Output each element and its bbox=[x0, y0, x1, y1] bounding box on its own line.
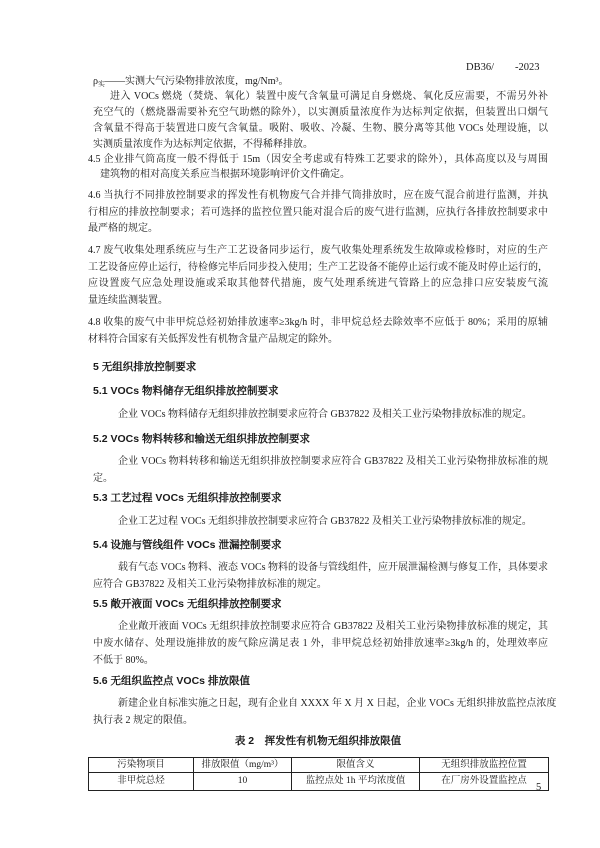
paragraph-line: 应设置废气应急处理设施或采取其他替代措施，废气处理系统进气管路上的应急排口应安装废气流 bbox=[88, 278, 548, 289]
document-code: DB36/ -2023 bbox=[466, 62, 540, 73]
paragraph-line: 实测质量浓度作为达标判定依据，不得稀释排放。 bbox=[93, 139, 313, 150]
paragraph-line: 4.8 收集的废气中非甲烷总烃初始排放速率≥3kg/h 时，非甲烷总烃去除效率不应低于 80%；采用的原辅 bbox=[88, 317, 548, 328]
paragraph-line: 建筑物的相对高度关系应当根据环境影响评价文件确定。 bbox=[100, 169, 350, 180]
rho-subscript: 实 bbox=[98, 80, 105, 88]
paragraph-line: 进入 VOCs 燃烧（焚烧、氧化）装置中废气含氧量可满足自身燃烧、氧化反应需要，不需另外补 bbox=[110, 91, 548, 102]
paragraph-line: 新建企业自标准实施之日起，现有企业自 XXXX 年 X 月 X 日起，企业 VOCs 无组织排放监控点浓度 bbox=[118, 698, 557, 709]
header-limit-meaning: 限值含义 bbox=[292, 758, 420, 773]
header-emission-limit: 排放限值（mg/m³） bbox=[194, 758, 292, 773]
page-number: 5 bbox=[536, 782, 542, 793]
emission-limit-table bbox=[88, 757, 549, 791]
clause-heading: 5.1 VOCs 物料储存无组织排放控制要求 bbox=[93, 385, 279, 397]
paragraph-line: 工艺设备应停止运行，待检修完毕后同步投入使用；生产工艺设备不能停止运行或不能及时停止运行的， bbox=[88, 262, 548, 273]
clause-heading: 5.6 无组织监控点 VOCs 排放限值 bbox=[93, 675, 250, 687]
table-row bbox=[89, 773, 549, 791]
rho-symbol: ρ bbox=[93, 76, 98, 87]
paragraph-line: 执行表 2 规定的限值。 bbox=[93, 715, 193, 726]
paragraph-line: 4.6 当执行不同排放控制要求的挥发性有机物废气合并排气筒排放时，应在废气混合前进行监测，并执 bbox=[88, 190, 548, 201]
section-5-heading: 5 无组织排放控制要求 bbox=[93, 361, 197, 373]
paragraph-line: 不低于 80%。 bbox=[93, 655, 154, 666]
paragraph-line: 企业工艺过程 VOCs 无组织排放控制要求应符合 GB37822 及相关工业污染物排放标准的规定。 bbox=[118, 516, 532, 527]
paragraph-line: 最严格的规定。 bbox=[88, 223, 158, 234]
header-pollutant-item: 污染物项目 bbox=[89, 758, 194, 773]
table-header-row bbox=[89, 758, 549, 773]
paragraph-line: 企业 VOCs 物料储存无组织排放控制要求应符合 GB37822 及相关工业污染物排放标准的规定。 bbox=[118, 409, 532, 420]
clause-heading: 5.4 设施与管线组件 VOCs 泄漏控制要求 bbox=[93, 539, 282, 551]
paragraph-line: 量连续监测装置。 bbox=[88, 295, 168, 306]
table-title: 表 2 挥发性有机物无组织排放限值 bbox=[234, 735, 402, 747]
clause-heading: 5.2 VOCs 物料转移和输送无组织排放控制要求 bbox=[93, 433, 311, 445]
rho-definition bbox=[93, 75, 289, 91]
paragraph-line: 应符合 GB37822 及相关工业污染物排放标准的规定。 bbox=[93, 579, 327, 590]
rho-definition-text: ——实测大气污染物排放浓度，mg/Nm³。 bbox=[105, 76, 289, 87]
paragraph-line: 充空气的（燃烧器需要补充空气助燃的除外），以实测质量浓度作为达标判定依据，但装置出口烟气 bbox=[93, 107, 548, 118]
paragraph-line: 企业敞开液面 VOCs 无组织排放控制要求应符合 GB37822 及相关工业污染物排放标准的规定，其 bbox=[118, 621, 548, 632]
clause-heading: 5.5 敞开液面 VOCs 无组织排放控制要求 bbox=[93, 598, 282, 610]
cell-emission-limit: 10 bbox=[194, 773, 292, 791]
paragraph-line: 4.5 企业排气筒高度一般不得低于 15m（因安全考虑或有特殊工艺要求的除外），具体高度以及与周围 bbox=[88, 154, 548, 165]
paragraph-line: 行相应的排放控制要求；若可选择的监控位置只能对混合后的废气进行监测，应执行各排放控制要求中 bbox=[88, 207, 548, 218]
cell-monitoring-location: 在厂房外设置监控点 bbox=[420, 773, 549, 791]
cell-pollutant-item: 非甲烷总烃 bbox=[89, 773, 194, 791]
paragraph-line: 定。 bbox=[93, 473, 113, 484]
paragraph-line: 企业 VOCs 物料转移和输送无组织排放控制要求应符合 GB37822 及相关工业污染物排放标准的规 bbox=[118, 456, 548, 467]
header-monitoring-location: 无组织排放监控位置 bbox=[420, 758, 549, 773]
paragraph-line: 中废水储存、处理设施排放的废气除应满足表 1 外，非甲烷总烃初始排放速率≥3kg/h 的，处理效率应 bbox=[93, 638, 548, 649]
paragraph-line: 载有气态 VOCs 物料、液态 VOCs 物料的设备与管线组件，应开展泄漏检测与修复工作，具体要求 bbox=[118, 562, 549, 573]
paragraph-line: 材料符合国家有关低挥发性有机物含量产品规定的除外。 bbox=[88, 334, 338, 345]
cell-limit-meaning: 监控点处 1h 平均浓度值 bbox=[292, 773, 420, 791]
clause-heading: 5.3 工艺过程 VOCs 无组织排放控制要求 bbox=[93, 492, 282, 504]
paragraph-line: 4.7 废气收集处理系统应与生产工艺设备同步运行，废气收集处理系统发生故障或检修时，对应的生产 bbox=[88, 245, 548, 256]
paragraph-line: 含氧量不得高于装置进口废气含氧量。吸附、吸收、冷凝、生物、膜分离等其他 VOCs 处理设施，以 bbox=[93, 123, 548, 134]
